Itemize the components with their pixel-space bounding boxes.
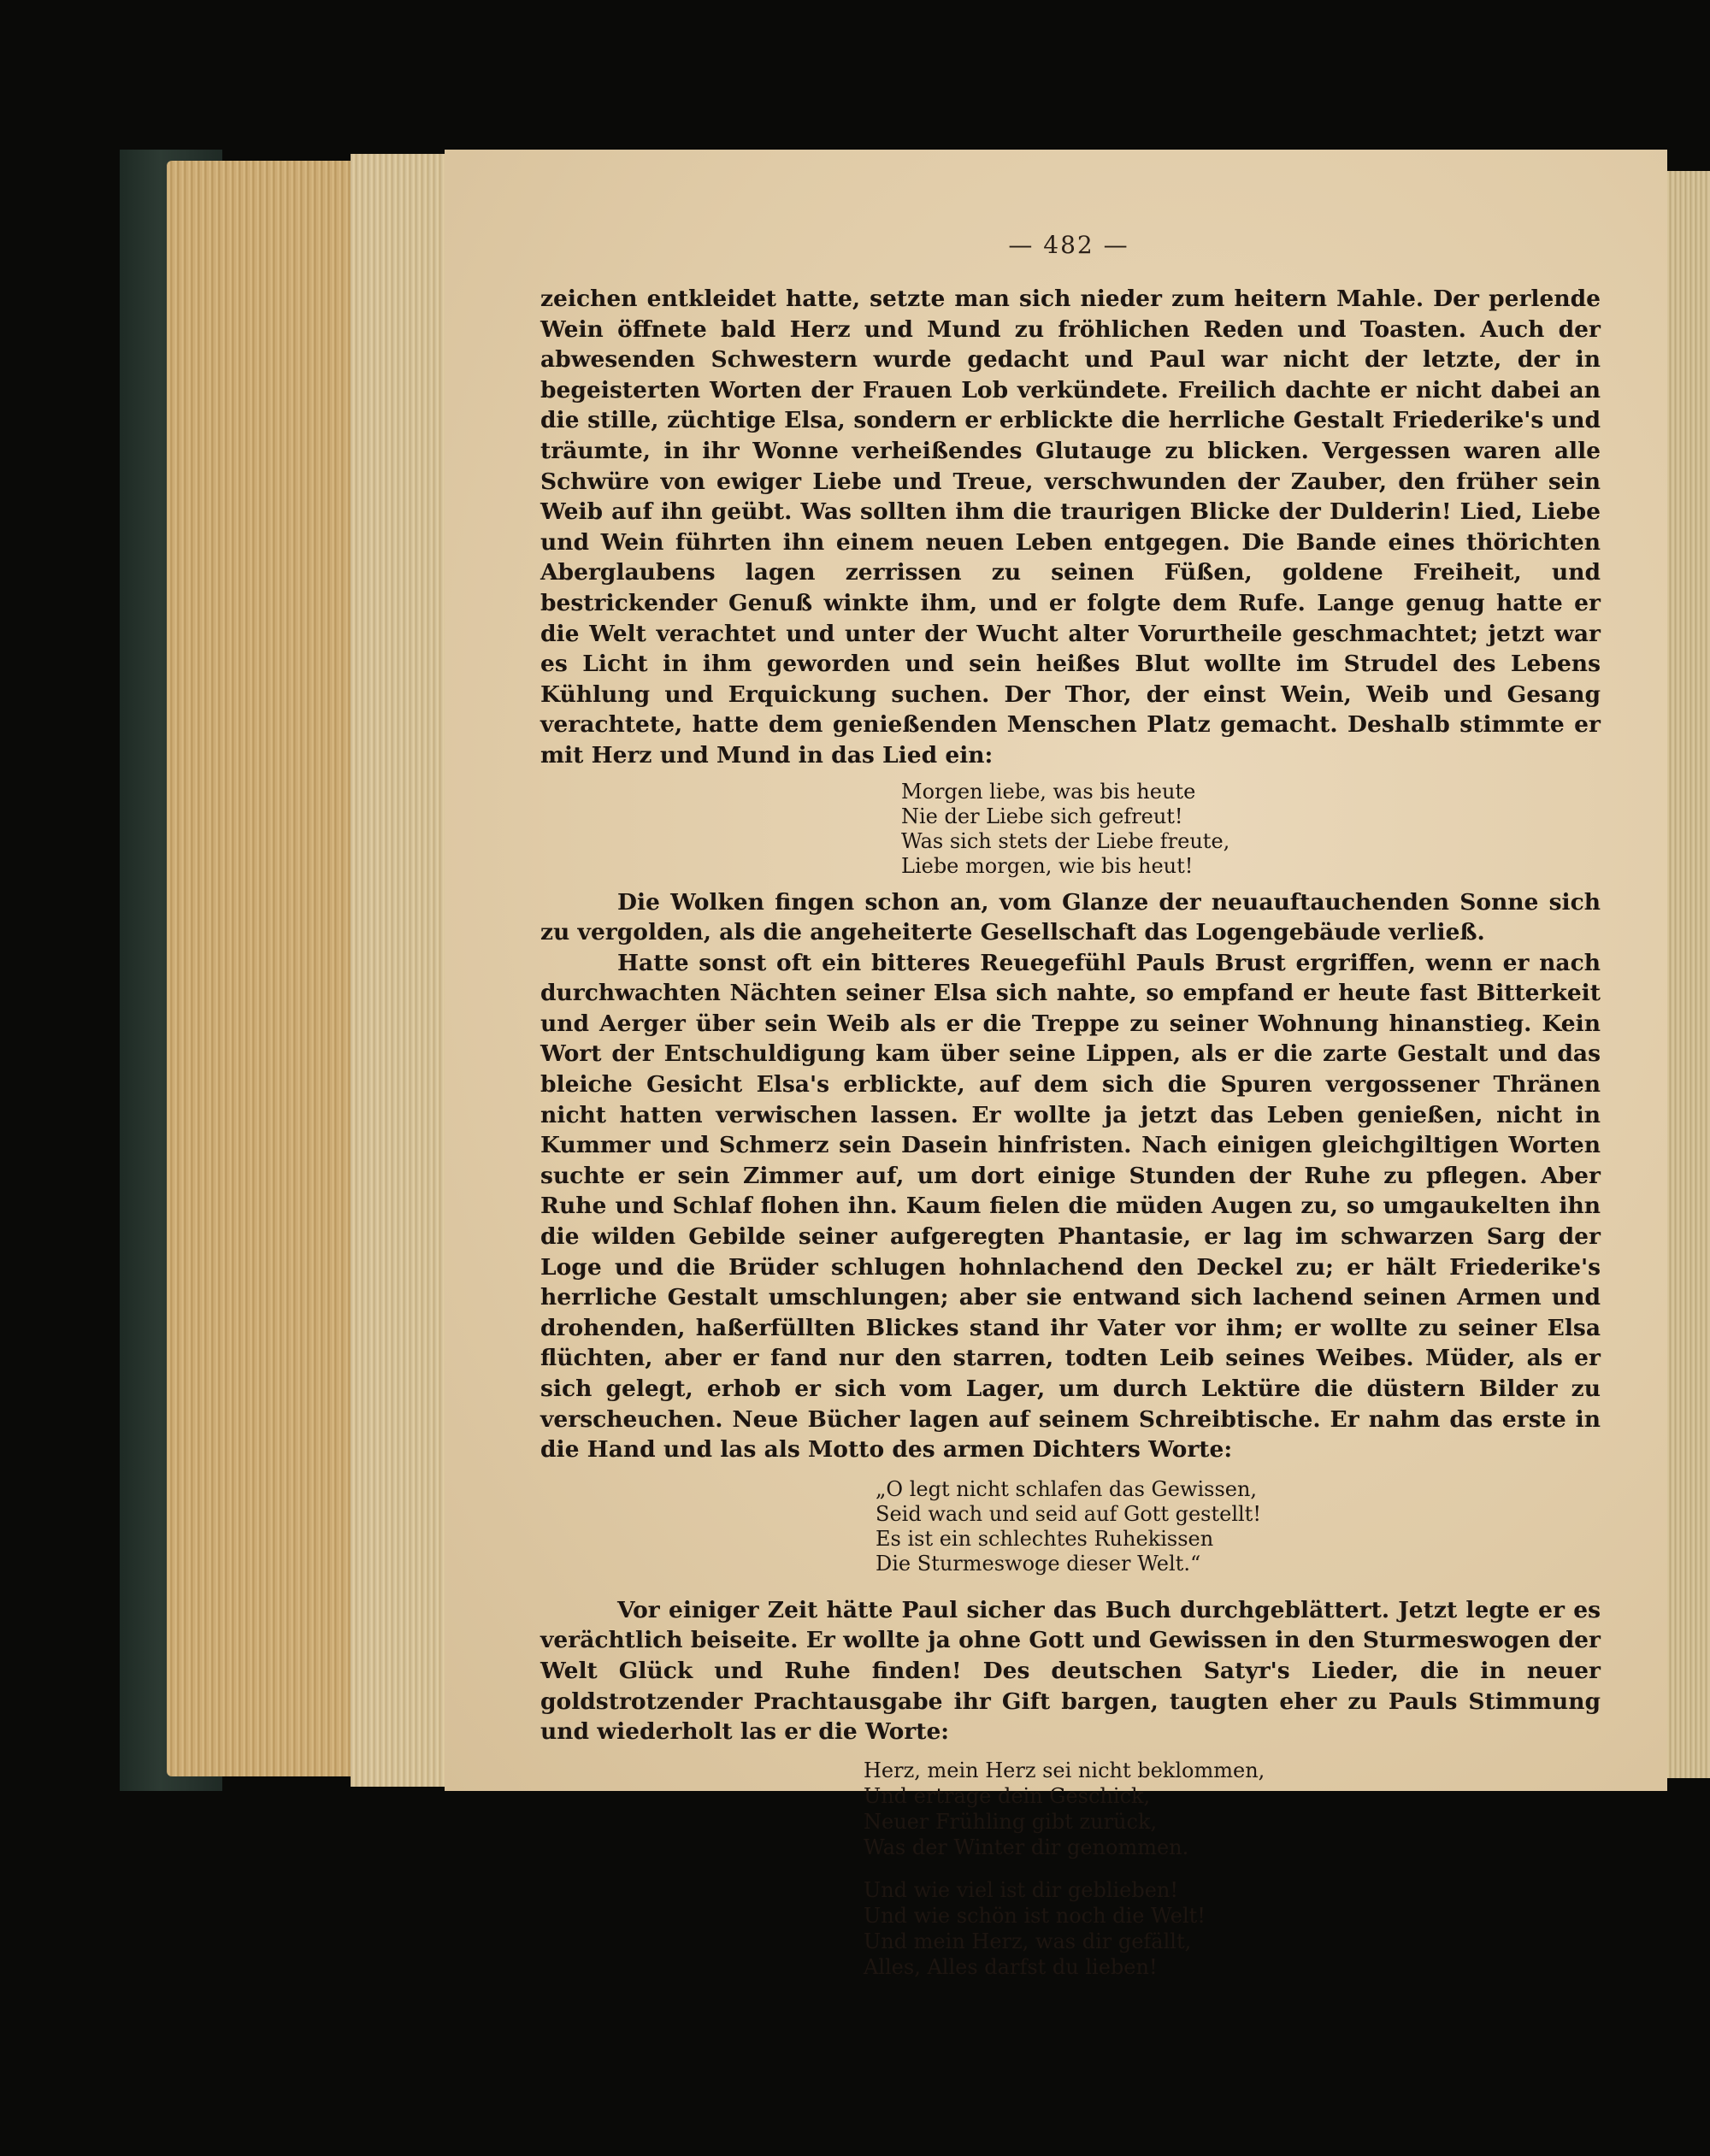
verse-line: Morgen liebe, was bis heute: [901, 779, 1196, 804]
verse-line: Und ertrage dein Geschick,: [864, 1783, 1151, 1808]
verse-line: Seid wach und seid auf Gott gestellt!: [876, 1501, 1261, 1526]
verse-line: Was der Winter dir genommen.: [864, 1835, 1189, 1859]
verse-block: [540, 780, 1601, 879]
verse-block: [540, 1758, 1601, 1980]
verse-line: Und wie schön ist noch die Welt!: [864, 1903, 1206, 1928]
verse-line: Neuer Frühling gibt zurück,: [864, 1809, 1158, 1834]
verse-line: Liebe morgen, wie bis heut!: [901, 853, 1194, 878]
paragraph: Vor einiger Zeit hätte Paul sicher das Buch durchgeblättert. Jetzt legte er es verächtlich beiseite. Er wollte ja ohne Gott und Gewissen in den Sturmeswogen der Welt Glück und Ruhe finden! Des deutschen Satyr's Lieder, die in neuer goldstrotzender Prachtausgabe ihr Gift bargen, taugten eher zu Pauls Stimmung und wiederholt las er die Worte:: [540, 1596, 1601, 1746]
verse-line: Es ist ein schlechtes Ruhekissen: [876, 1526, 1214, 1551]
verse-line: Herz, mein Herz sei nicht beklommen,: [864, 1758, 1265, 1782]
page-text: [540, 284, 1601, 1990]
stanza-gap: [864, 1860, 1601, 1877]
paragraph: Die Wolken fingen schon an, vom Glanze der neuauftauchenden Sonne sich zu vergolden, als die angeheiterte Gesellschaft das Logengebäude verließ.: [540, 888, 1601, 946]
verse-line: Alles, Alles darfst du lieben!: [864, 1954, 1158, 1979]
verse-line: Was sich stets der Liebe freute,: [901, 828, 1230, 853]
verse-line: Nie der Liebe sich gefreut!: [901, 804, 1183, 828]
paragraph: Hatte sonst oft ein bitteres Reuegefühl Pauls Brust ergriffen, wenn er nach durchwachten Nächten seiner Elsa sich nahte, so empfand er heute fast Bitterkeit und Aerger über sein Weib als er die Treppe zu seiner Wohnung hinanstieg. Kein Wort der Entschuldigung kam über seine Lippen, als er die zarte Gestalt und das bleiche Gesicht Elsa's erblickte, auf dem sich die Spuren vergossener Thränen nicht hatten verwischen lassen. Er wollte ja jetzt das Leben genießen, nicht in Kummer und Schmerz sein Dasein hinfristen. Nach einigen gleichgiltigen Worten suchte er sein Zimmer auf, um dort einige Stunden der Ruhe zu pflegen. Aber Ruhe und Schlaf flohen ihn. Kaum fielen die müden Augen zu, so umgaukelten ihn die wilden Gebilde seiner aufgeregten Phantasie, er lag im schwarzen Sarg der Loge und die Brüder schlugen hohnlachend den Deckel zu; er hält Friederike's herrliche Gestalt umschlungen; aber sie entwand sich lachend seinen Armen und drohenden, haßerfüllten Blickes stand ihr Vater vor ihm; er wollte zu seiner Elsa flüchten, aber er fand nur den starren, todten Leib seines Weibes. Müder, als er sich gelegt, erhob er sich vom Lager, um durch Lektüre die düstern Bilder zu verscheuchen. Neue Bücher lagen auf seinem Schreibtische. Er nahm das erste in die Hand und las als Motto des armen Dichters Worte:: [540, 949, 1601, 1464]
verse-block: [540, 1477, 1601, 1576]
verse-line: Und wie viel ist dir geblieben!: [864, 1877, 1179, 1902]
verse-line: Die Sturmeswoge dieser Welt.“: [876, 1551, 1201, 1576]
page-number: — 482 —: [1008, 231, 1129, 259]
paragraph: zeichen entkleidet hatte, setzte man sich nieder zum heitern Mahle. Der perlende Wein öffnete bald Herz und Mund zu fröhlichen Reden und Toasten. Auch der abwesenden Schwestern wurde gedacht und Paul war nicht der letzte, der in begeisterten Worten der Frauen Lob verkündete. Freilich dachte er nicht dabei an die stille, züchtige Elsa, sondern er erblickte die herrliche Gestalt Friederike's und träumte, in ihr Wonne verheißendes Glutauge zu blicken. Vergessen waren alle Schwüre von ewiger Liebe und Treue, verschwunden der Zauber, den früher sein Weib auf ihn geübt. Was sollten ihm die traurigen Blicke der Dulderin! Lied, Liebe und Wein führten ihn einem neuen Leben entgegen. Die Bande eines thörichten Aberglaubens lagen zerrissen zu seinen Füßen, goldene Freiheit, und bestrickender Genuß winkte ihm, und er folgte dem Rufe. Lange genug hatte er die Welt verachtet und unter der Wucht alter Vorurtheile geschmachtet; jetzt war es Licht in ihm geworden und sein heißes Blut wollte im Strudel des Lebens Kühlung und Erquickung suchen. Der Thor, der einst Wein, Weib und Gesang verachtete, hatte dem genießenden Menschen Platz gemacht. Deshalb stimmte er mit Herz und Mund in das Lied ein:: [540, 286, 1601, 769]
verse-line: Und mein Herz, was dir gefällt,: [864, 1929, 1192, 1953]
page-edge-stack-right: [1666, 171, 1710, 1778]
verse-line: „O legt nicht schlafen das Gewissen,: [876, 1476, 1258, 1501]
